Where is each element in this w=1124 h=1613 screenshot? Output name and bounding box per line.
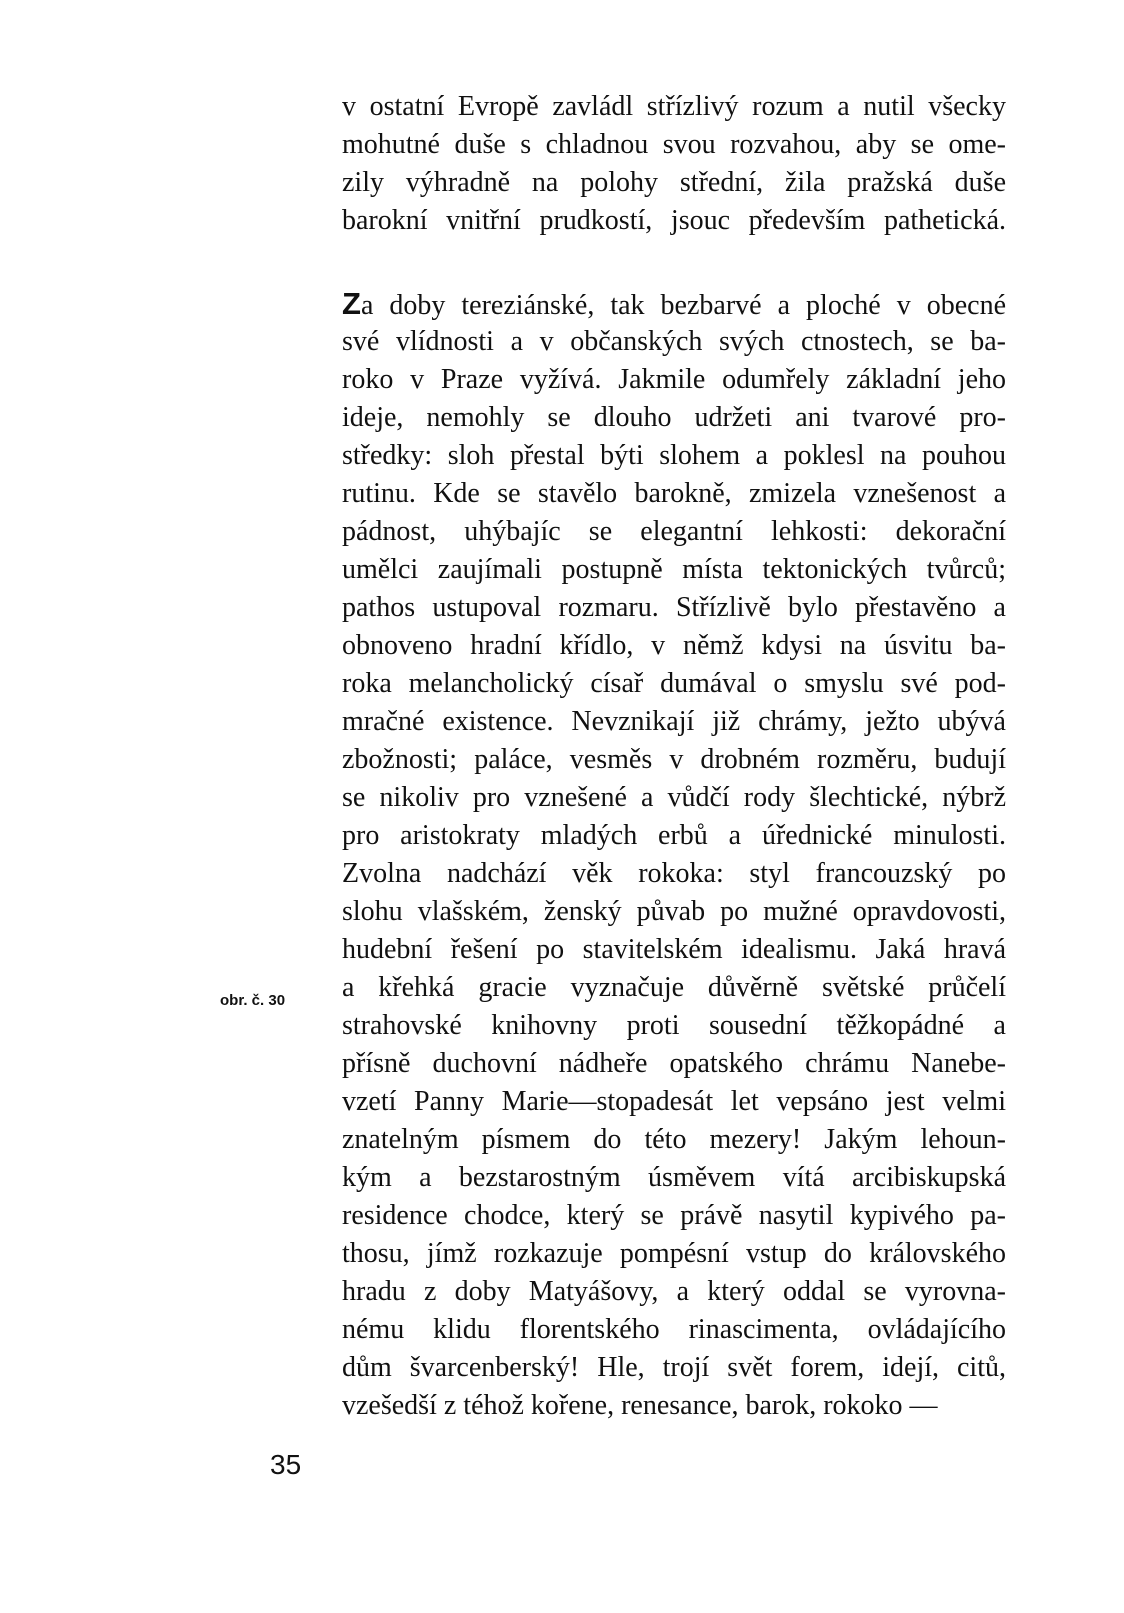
text-line: hudební řešení po stavitelském idealismu. Jaká hravá	[342, 934, 1006, 965]
text-line: strahovské knihovny proti sousední těžkopádné a	[342, 1010, 1006, 1041]
text-line: přísně duchovní nádheře opatského chrámu Nanebe-	[342, 1048, 1006, 1079]
paragraph-2	[342, 285, 1006, 1425]
text-line: pathos ustupoval rozmaru. Střízlivě bylo přestavěno a	[342, 592, 1006, 623]
figure-reference: obr. č. 30	[220, 992, 286, 1009]
text-line: nému klidu florentského rinascimenta, ovládajícího	[342, 1314, 1006, 1345]
text-line: barokní vnitřní prudkostí, jsouc především pathetická.	[342, 205, 1006, 236]
text-line: své vlídnosti a v občanských svých ctnostech, se ba-	[342, 326, 1006, 357]
text-line: ideje, nemohly se dlouho udržeti ani tvarové pro-	[342, 402, 1006, 433]
text-line: vzetí Panny Marie—stopadesát let vepsáno jest velmi	[342, 1086, 1006, 1117]
paragraph-1	[342, 88, 1006, 240]
text-line: a křehká gracie vyznačuje důvěrně světské průčelí	[342, 972, 1006, 1003]
text-line: slohu vlašském, ženský půvab po mužné opravdovosti,	[342, 896, 1006, 927]
text-line: kým a bezstarostným úsměvem vítá arcibiskupská	[342, 1162, 1006, 1193]
first-line-text: a doby tereziánské, tak bezbarvé a ploché v obecné	[360, 290, 1006, 321]
text-line: obnoveno hradní křídlo, v němž kdysi na úsvitu ba-	[342, 630, 1006, 661]
text-line: mohutné duše s chladnou svou rozvahou, aby se ome-	[342, 129, 1006, 160]
text-line: hradu z doby Matyášovy, a který oddal se vyrovna-	[342, 1276, 1006, 1307]
text-line: residence chodce, který se právě nasytil kypivého pa-	[342, 1200, 1006, 1231]
text-line: pro aristokraty mladých erbů a úřednické minulosti.	[342, 820, 1006, 851]
text-line: rutinu. Kde se stavělo barokně, zmizela vznešenost a	[342, 478, 1006, 509]
text-line-last: vzešedší z téhož kořene, renesance, barok, rokoko —	[342, 1390, 938, 1421]
text-line: roko v Praze vyžívá. Jakmile odumřely základní jeho	[342, 364, 1006, 395]
text-line: roka melancholický císař dumával o smyslu své pod-	[342, 668, 1006, 699]
text-line: se nikoliv pro vznešené a vůdčí rody šlechtické, nýbrž	[342, 782, 1006, 813]
page-number: 35	[270, 1449, 302, 1480]
text-line: středky: sloh přestal býti slohem a poklesl na pouhou	[342, 440, 1006, 471]
text-line-first	[342, 285, 1006, 323]
text-line: Zvolna nadchází věk rokoka: styl francouzský po	[342, 858, 1006, 889]
text-line: v ostatní Evropě zavládl střízlivý rozum a nutil všecky	[342, 91, 1006, 122]
text-line: dům švarcenberský! Hle, trojí svět forem, idejí, citů,	[342, 1352, 1006, 1383]
text-line: mračné existence. Nevznikají již chrámy, ježto ubývá	[342, 706, 1006, 737]
text-line: zbožnosti; paláce, vesměs v drobném rozměru, budují	[342, 744, 1006, 775]
text-line: umělci zaujímali postupně místa tektonických tvůrců;	[342, 554, 1006, 585]
text-line: znatelným písmem do této mezery! Jakým lehoun-	[342, 1124, 1006, 1155]
drop-cap: Z	[342, 286, 361, 321]
text-line: zily výhradně na polohy střední, žila pražská duše	[342, 167, 1006, 198]
text-line: pádnost, uhýbajíc se elegantní lehkosti: dekorační	[342, 516, 1006, 547]
text-line: thosu, jímž rozkazuje pompésní vstup do královského	[342, 1238, 1006, 1269]
